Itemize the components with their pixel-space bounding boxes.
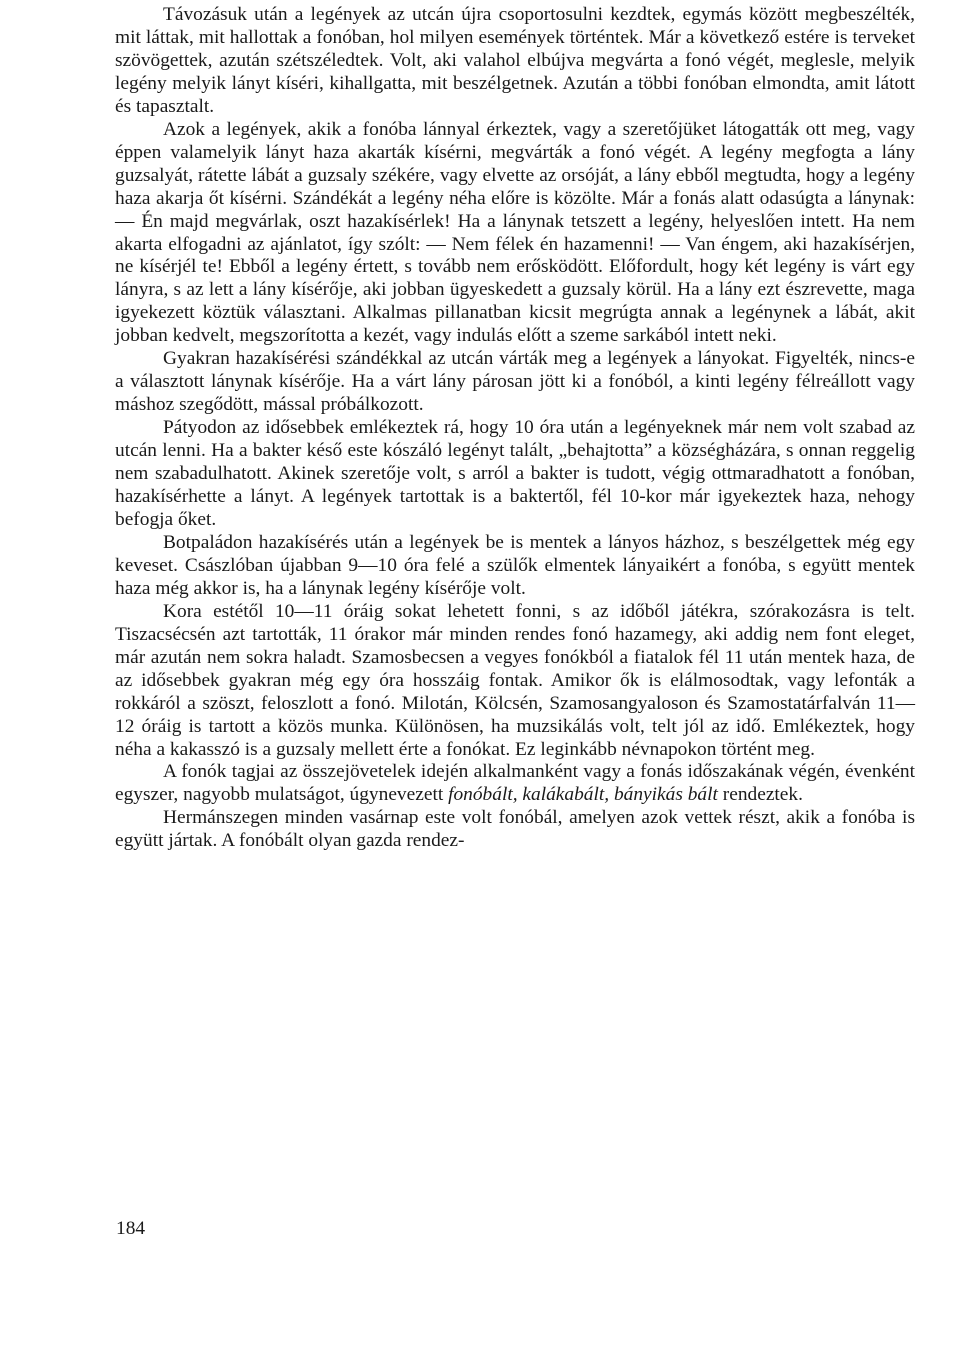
page-number: 184 — [116, 1218, 146, 1239]
paragraph-7-italic-terms: fonóbált, kalákabált, bányikás bált — [448, 784, 718, 806]
paragraph-8: Hermánszegen minden vasárnap este volt fonóbál, amelyen azok vettek részt, akik a fonóba is együtt jártak. A fonóbált olyan gazda rendez- — [115, 807, 915, 852]
paragraph-3: Gyakran hazakísérési szándékkal az utcán várták meg a legények a lányokat. Figyelték, nincs-e a választott lánynak kísérője. Ha a várt lány párosan jött ki a fonóból, a kinti legény félreállott vagy máshoz szegődött, mással próbálkozott. — [115, 348, 915, 416]
paragraph-1: Távozásuk után a legények az utcán újra csoportosulni kezdtek, egymás között megbeszélték, mit láttak, mit hallottak a fonóban, hol milyen események történtek. Már a következő estére is terveket szövögettek, azután szétszéledtek. Volt, aki valahol elbújva megvárta a fonó végét, meglesle, melyik legény melyik lányt kíséri, kihallgatta, mit beszélgetnek. Azután a többi fonóban elmondta, amit látott és tapasztalt. — [115, 4, 915, 117]
paragraph-5: Botpaládon hazakísérés után a legények be is mentek a lányos házhoz, s beszélgettek még egy keveset. Császlóban újabban 9—10 óra felé a szülők elmentek lányaikért a fonóba, s együtt mentek haza még akkor is, ha a lánynak legény kísérője volt. — [115, 531, 915, 599]
paragraph-7 — [115, 761, 915, 807]
paragraph-7-tail: rendeztek. — [717, 784, 803, 806]
paragraph-2: Azok a legények, akik a fonóba lánnyal érkeztek, vagy a szeretőjüket látogatták ott meg, vagy éppen valamelyik lányt haza akarták kísérni, megvárták a fonó végét. A legény megfogta a lány guzsalyát, rátette lábát a guzsaly székére, vagy elvette az orsóját, a lány ebből megtudta, hogy a legény haza akarja őt kísérni. Szándékát a legény néha előre is közölte. Már a fonás alatt odasúgta a lánynak: — Én majd megvárlak, oszt hazakísérlek! Ha a lánynak tetszett a legény, helyeslően intett. Ha nem akarta elfogadni az ajánlatot, így szólt: — Nem félek én hazamenni! — Van éngem, aki hazakísérjen, ne kísérjél te! Ebből a legény értett, s tovább nem erősködött. Előfordult, hogy két legény is várt egy lányra, s az lett a lány kísérője, aki jobban ügyeskedett a guzsaly körül. Ha a lány ezt észrevette, maga igyekezett köztük választani. Alkalmas pillanatban kicsit megrúgta annak a legénynek a lábát, akit jobban kedvelt, megszorította a kezét, vagy indulás előtt a szeme sarkából intett neki. — [115, 118, 915, 347]
paragraph-7-lead: A fonók tagjai az összejövetelek idején alkalmanként vagy a fonás időszakának végén, évenként egyszer, nagyobb mulatságot, úgynevezett — [115, 761, 915, 806]
paragraph-4: Pátyodon az idősebbek emlékeztek rá, hogy 10 óra után a legényeknek már nem volt szabad az utcán lenni. Ha a bakter késő este kószáló legényt talált, „behajtotta” a községházára, s onnan reggelig nem szabadulhatott. Akinek szeretője volt, s arról a bakter is tudott, végig ottmaradhatott a fonóban, hazakísérhette a lányt. A legények tartottak is a baktertől, fél 10-kor már igyekeztek haza, nehogy befogja őket. — [115, 417, 915, 530]
paragraph-6: Kora estétől 10—11 óráig sokat lehetett fonni, s az időből játékra, szórakozásra is telt. Tiszacsécsén azt tartották, 11 órakor már minden rendes fonó hazamegy, aki addig nem font eleget, már azután nem sokra haladt. Szamosbecsen a vegyes fonókból a fiatalok fél 11 után mentek haza, de az idősebbek gyakran még egy óra hosszáig fontak. Amikor ők is elálmosodtak, vagy lefonták a rokkáról a szöszt, feloszlott a fonó. Milotán, Kölcsén, Szamosangyaloson és Szamostatárfalván 11—12 óráig is tartott a közös munka. Különösen, ha muzsikálás volt, telt jól az idő. Emlékeztek, hogy néha a kakasszó is a guzsaly mellett érte a fonókat. Ez leginkább névnapokon történt meg. — [115, 600, 915, 760]
page-body — [115, 4, 915, 853]
